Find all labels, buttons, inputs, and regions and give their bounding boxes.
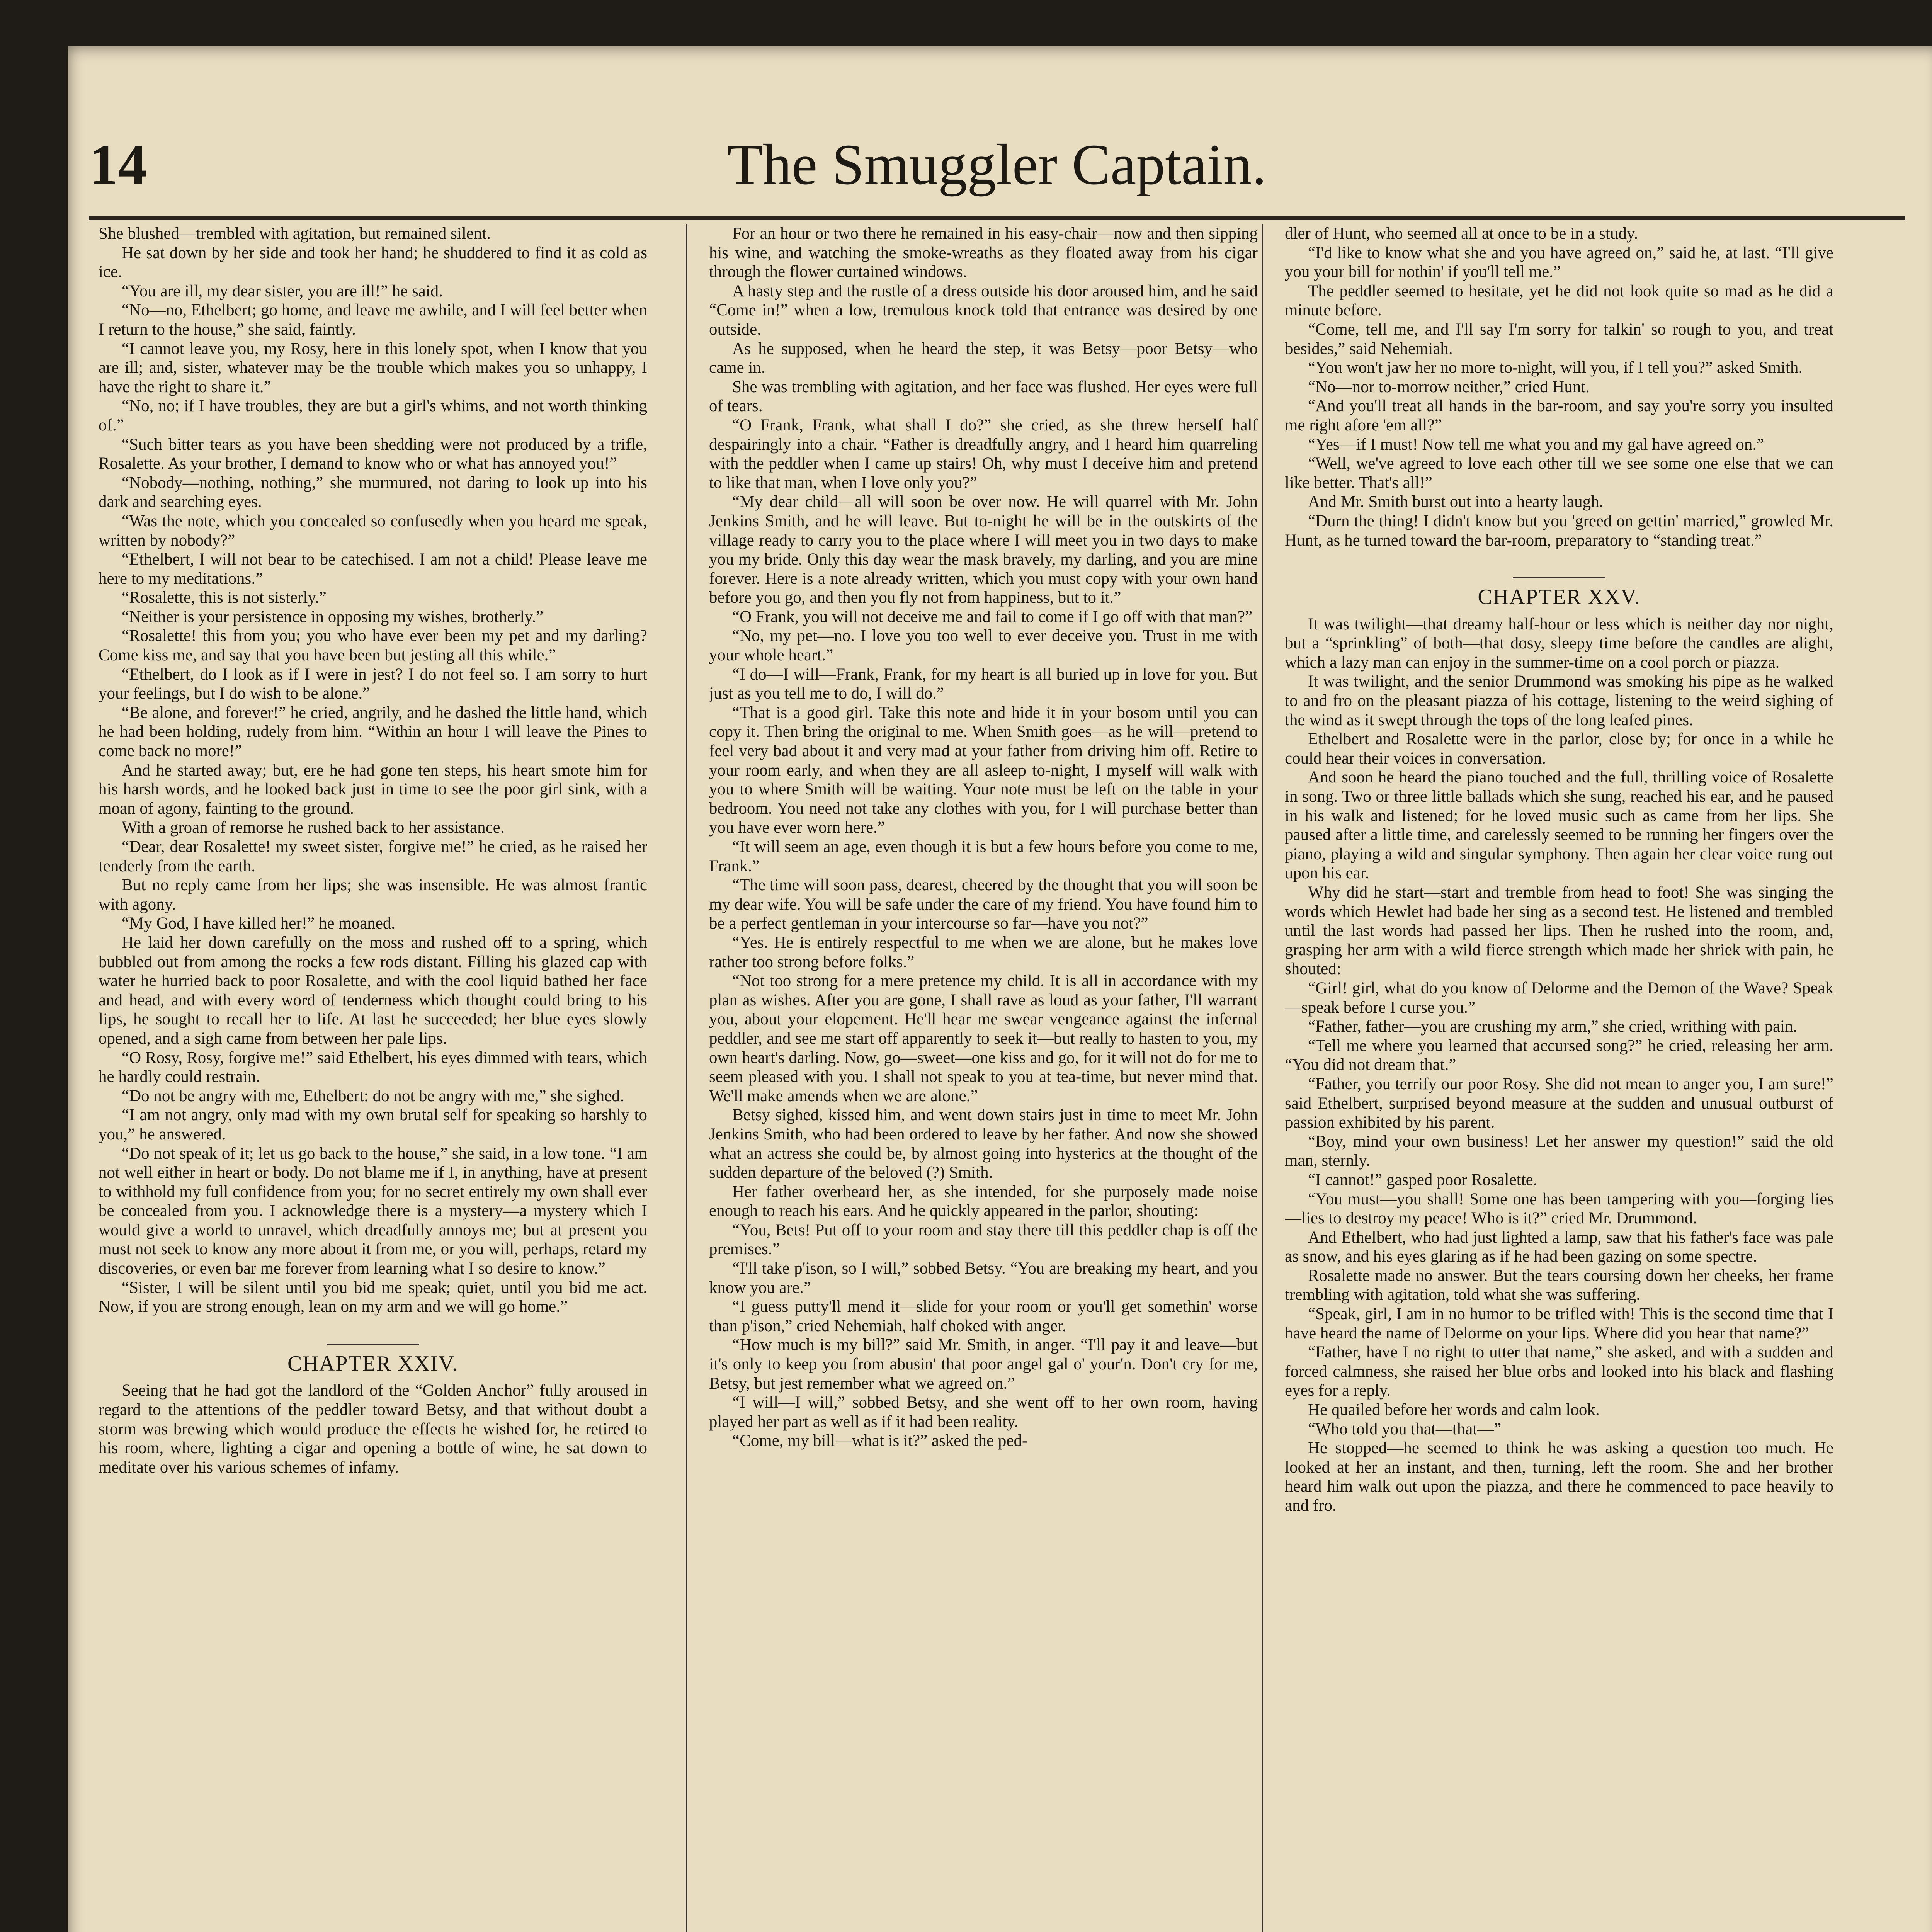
paragraph: “I'll take p'ison, so I will,” sobbed Betsy. “You are breaking my heart, and you know you are.” bbox=[709, 1259, 1258, 1297]
paragraph: “Ethelbert, I will not bear to be catechised. I am not a child! Please leave me here to my meditations.” bbox=[99, 550, 647, 588]
paragraph: “Father, you terrify our poor Rosy. She did not mean to anger you, I am sure!” said Ethelbert, surprised beyond measure at the sudden and unusual outburst of passion exhibited by his parent. bbox=[1285, 1075, 1833, 1132]
paragraph: He laid her down carefully on the moss and rushed off to a spring, which bubbled out from among the rocks a few rods distant. Filling his glazed cap with water he hurried back to poor Rosalette, and with the cool liquid bathed her face and head, and with every word of tenderness which thought could bring to his lips, he sought to recall her to life. At last he succeeded; her blue eyes slowly opened, and a sigh came from between her pale lips. bbox=[99, 933, 647, 1048]
chapter-heading: CHAPTER XXV. bbox=[1285, 577, 1833, 607]
paragraph: Rosalette made no answer. But the tears coursing down her cheeks, her frame trembling with agitation, told what she was suffering. bbox=[1285, 1266, 1833, 1304]
paragraph: dler of Hunt, who seemed all at once to be in a study. bbox=[1285, 224, 1638, 243]
paragraph: “No—no, Ethelbert; go home, and leave me awhile, and I will feel better when I return to the house,” she said, faintly. bbox=[99, 301, 647, 338]
paragraph: And Ethelbert, who had just lighted a lamp, saw that his father's face was pale as snow, and his eyes glaring as if he had been gazing on some spectre. bbox=[1285, 1228, 1833, 1266]
paragraph: “No—nor to-morrow neither,” cried Hunt. bbox=[1308, 378, 1590, 396]
paragraph: He stopped—he seemed to think he was asking a question too much. He looked at her an instant, and then, turning, left the room. She and her brother heard him walk out upon the piazza, and there he commenced to pace heavily to and fro. bbox=[1285, 1439, 1833, 1515]
paragraph: “Durn the thing! I didn't know but you 'greed on gettin' married,” growled Mr. Hunt, as he turned toward the bar-room, preparatory to “standing treat.” bbox=[1285, 512, 1833, 549]
paragraph: “Yes. He is entirely respectful to me when we are alone, but he makes love rather too strong before folks.” bbox=[709, 933, 1258, 971]
paragraph: He quailed before her words and calm look. bbox=[1308, 1401, 1600, 1419]
paragraph: With a groan of remorse he rushed back to her assistance. bbox=[122, 818, 505, 837]
paragraph: “Such bitter tears as you have been shedding were not produced by a trifle, Rosalette. As your brother, I demand to know who or what has annoyed you!” bbox=[99, 435, 647, 473]
paragraph: “How much is my bill?” said Mr. Smith, in anger. “I'll pay it and leave—but it's only to keep you from abusin' that poor angel gal o' your'n. Don't cry for me, Betsy, but jest remember what we agreed on.” bbox=[709, 1336, 1258, 1393]
paragraph: “Speak, girl, I am in no humor to be trifled with! This is the second time that I have heard the name of Delorme on your lips. Where did you hear that name?” bbox=[1285, 1305, 1833, 1342]
paragraph: “No, my pet—no. I love you too well to ever deceive you. Trust in me with your whole heart.” bbox=[709, 627, 1258, 665]
paragraph: “Rosalette! this from you; you who have ever been my pet and my darling? Come kiss me, and say that you have been but jesting all this while.” bbox=[99, 627, 647, 665]
paragraph: And he started away; but, ere he had gone ten steps, his heart smote him for his harsh words, and he looked back just in time to see the poor girl sink, with a moan of agony, fainting to the ground. bbox=[99, 761, 647, 818]
paragraph: “O Frank, you will not deceive me and fail to come if I go off with that man?” bbox=[732, 607, 1253, 626]
paragraph: A hasty step and the rustle of a dress outside his door aroused him, and he said “Come in!” when a low, tremulous knock told that entrance was desired by one outside. bbox=[709, 282, 1258, 338]
paragraph: “Father, have I no right to utter that name,” she asked, and with a sudden and forced calmness, she raised her blue orbs and looked into his black and flashing eyes for a reply. bbox=[1285, 1343, 1833, 1400]
paragraph: “And you'll treat all hands in the bar-room, and say you're sorry you insulted me right afore 'em all?” bbox=[1285, 397, 1833, 434]
paragraph: Her father overheard her, as she intended, for she purposely made noise enough to reach his ears. And he quickly appeared in the parlor, shouting: bbox=[709, 1182, 1258, 1220]
paragraph: “Neither is your persistence in opposing my wishes, brotherly.” bbox=[122, 607, 544, 626]
paragraph: And Mr. Smith burst out into a hearty laugh. bbox=[1308, 493, 1604, 511]
paragraph: “Sister, I will be silent until you bid me speak; quiet, until you bid me act. Now, if you are strong enough, lean on my arm and we will go home.” bbox=[99, 1278, 647, 1316]
page-number: 14 bbox=[89, 133, 147, 197]
paragraph: “Do not be angry with me, Ethelbert: do not be angry with me,” she sighed. bbox=[122, 1087, 624, 1105]
paragraph: “It will seem an age, even though it is but a few hours before you come to me, Frank.” bbox=[709, 838, 1258, 875]
paragraph: “You, Bets! Put off to your room and stay there till this peddler chap is off the premises.” bbox=[709, 1221, 1258, 1259]
paragraph: She blushed—trembled with agitation, but remained silent. bbox=[99, 224, 491, 243]
paragraph: “Come, my bill—what is it?” asked the ped- bbox=[732, 1432, 1028, 1450]
paragraph: For an hour or two there he remained in his easy-chair—now and then sipping his wine, and watching the smoke-wreaths as they floated away from his cigar through the flower curtained windows. bbox=[709, 224, 1258, 281]
paragraph: “The time will soon pass, dearest, cheered by the thought that you will soon be my dear wife. You will be safe under the care of my friend. You have found him to be a perfect gentleman in your intercourse so far—have you not?” bbox=[709, 876, 1258, 933]
chapter-heading: CHAPTER XXIV. bbox=[99, 1344, 647, 1374]
paragraph: “Father, father—you are crushing my arm,” she cried, writhing with pain. bbox=[1308, 1017, 1798, 1036]
text-column-2 bbox=[709, 224, 1258, 1932]
paragraph: “Well, we've agreed to love each other till we see some one else that we can like better. That's all!” bbox=[1285, 454, 1833, 492]
paragraph: “You won't jaw her no more to-night, will you, if I tell you?” asked Smith. bbox=[1308, 359, 1803, 377]
paragraph: “My dear child—all will soon be over now. He will quarrel with Mr. John Jenkins Smith, and he will leave. But to-night he will be in the outskirts of the village ready to carry you to the place where I will meet you in two days to make you my bride. Only this day wear the mask bravely, my darling, and you are mine forever. Here is a note already written, which you must copy with your own hand before you go, and then you fly not from happiness, but to it.” bbox=[709, 493, 1258, 607]
paragraph: “My God, I have killed her!” he moaned. bbox=[122, 914, 396, 933]
paragraph: “O Rosy, Rosy, forgive me!” said Ethelbert, his eyes dimmed with tears, which he hardly could restrain. bbox=[99, 1048, 647, 1086]
paragraph: “Tell me where you learned that accursed song?” he cried, releasing her arm. “You did not dream that.” bbox=[1285, 1036, 1833, 1074]
paragraph: As he supposed, when he heard the step, it was Betsy—poor Betsy—who came in. bbox=[709, 339, 1258, 377]
paragraph: “Rosalette, this is not sisterly.” bbox=[122, 588, 327, 607]
paragraph: Seeing that he had got the landlord of the “Golden Anchor” fully aroused in regard to the attentions of the peddler toward Betsy, and that without doubt a storm was brewing which would produce the effects he wished for, he retired to his room, where, lighting a cigar and opening a bottle of wine, he sat down to meditate over his various schemes of infamy. bbox=[99, 1381, 647, 1476]
paragraph: “Dear, dear Rosalette! my sweet sister, forgive me!” he cried, as he raised her tenderly from the earth. bbox=[99, 838, 647, 875]
page-title: The Smuggler Captain. bbox=[727, 133, 1267, 197]
paragraph: “You must—you shall! Some one has been tampering with you—forging lies—lies to destroy my peace! Who is it?” cried Mr. Drummond. bbox=[1285, 1190, 1833, 1228]
paragraph: “I cannot leave you, my Rosy, here in this lonely spot, when I know that you are ill; and, sister, whatever may be the trouble which makes you so unhappy, I have the right to share it.” bbox=[99, 339, 647, 396]
paragraph: “I guess putty'll mend it—slide for your room or you'll get somethin' worse than p'ison,” cried Nehemiah, half choked with anger. bbox=[709, 1298, 1258, 1335]
text-column-3 bbox=[1285, 224, 1833, 1932]
paragraph: She was trembling with agitation, and her face was flushed. Her eyes were full of tears. bbox=[709, 378, 1258, 415]
paragraph: It was twilight—that dreamy half-hour or less which is neither day nor night, but a “sprinkling” of both—that dosy, sleepy time before the candles are alight, which a lazy man can enjoy in the summer-time on a cool porch or piazza. bbox=[1285, 615, 1833, 672]
paragraph: “Nobody—nothing, nothing,” she murmured, not daring to look up into his dark and searching eyes. bbox=[99, 473, 647, 511]
paragraph: “I will—I will,” sobbed Betsy, and she went off to her own room, having played her part as well as if it had been reality. bbox=[709, 1393, 1258, 1431]
paragraph: “I cannot!” gasped poor Rosalette. bbox=[1308, 1170, 1537, 1189]
paragraph: “I'd like to know what she and you have agreed on,” said he, at last. “I'll give you your bill for nothin' if you'll tell me.” bbox=[1285, 243, 1833, 281]
page-header bbox=[89, 116, 1905, 220]
paragraph: “You are ill, my dear sister, you are ill!” he said. bbox=[122, 282, 443, 300]
paragraph: “I do—I will—Frank, Frank, for my heart is all buried up in love for you. But just as you tell me to do, I will do.” bbox=[709, 665, 1258, 703]
paragraph: He sat down by her side and took her hand; he shuddered to find it as cold as ice. bbox=[99, 243, 647, 281]
paragraph: “Do not speak of it; let us go back to the house,” she said, in a low tone. “I am not well either in heart or body. Do not blame me if I, in anything, have at present to withhold my full confidence from you; for no secret entirely my own shall ever be concealed from you. I acknowledge there is a mystery—a mystery which I would give a world to unravel, which dreadfully annoys me; but at present you must not seek to know any more about it from me, or you will, perhaps, retard my discoveries, or even bar me forever from learning what I so desire to know.” bbox=[99, 1144, 647, 1278]
paragraph: “Be alone, and forever!” he cried, angrily, and he dashed the little hand, which he had been holding, rudely from him. “Within an hour I will leave the Pines to come back no more!” bbox=[99, 703, 647, 760]
paragraph: “Boy, mind your own business! Let her answer my question!” said the old man, sternly. bbox=[1285, 1132, 1833, 1170]
column-rule bbox=[686, 224, 687, 1932]
paragraph: “I am not angry, only mad with my own brutal self for speaking so harshly to you,” he answered. bbox=[99, 1106, 647, 1143]
paragraph: Betsy sighed, kissed him, and went down stairs just in time to meet Mr. John Jenkins Smith, who had been ordered to leave by her father. And now she showed what an actress she could be, by almost going into hysterics at the thought of the sudden departure of the beloved (?) Smith. bbox=[709, 1106, 1258, 1182]
paragraph: “Was the note, which you concealed so confusedly when you heard me speak, written by nobody?” bbox=[99, 512, 647, 549]
paragraph: “That is a good girl. Take this note and hide it in your bosom until you can copy it. Then bring the original to me. When Smith goes—as he will—pretend to feel very bad about it and very mad at your father from driving him off. Retire to your room early, and when they are all asleep to-night, I myself will walk with you to where Smith will be waiting. Your note must be left on the table in your bedroom. You need not take any clothes with you, for I will purchase better than you have ever worn here.” bbox=[709, 703, 1258, 837]
paragraph: But no reply came from her lips; she was insensible. He was almost frantic with agony. bbox=[99, 876, 647, 913]
paragraph: “Not too strong for a mere pretence my child. It is all in accordance with my plan as wishes. After you are gone, I shall rave as loud as your father, I'll warrant you, about your elopement. He'll hear me swear vengeance against the infernal peddler, and see me start off apparently to seek it—but really to hasten to you, my own heart's darling. Now, go—sweet—one kiss and go, for it will not do for me to seem pleased with you. I shall not speak to you at tea-time, but never mind that. We'll make amends when we are alone.” bbox=[709, 972, 1258, 1105]
paragraph: “Come, tell me, and I'll say I'm sorry for talkin' so rough to you, and treat besides,” said Nehemiah. bbox=[1285, 320, 1833, 358]
paragraph: “O Frank, Frank, what shall I do?” she cried, as she threw herself half despairingly into a chair. “Father is dreadfully angry, and I heard him quarreling with the peddler when I came up stairs! Oh, why must I deceive him and pretend to like that man, when I love only you?” bbox=[709, 416, 1258, 492]
paragraph: The peddler seemed to hesitate, yet he did not look quite so mad as he did a minute before. bbox=[1285, 282, 1833, 320]
text-column-1 bbox=[99, 224, 647, 1932]
paragraph: Why did he start—start and tremble from head to foot! She was singing the words which Hewlet had bade her sing as a second test. He listened and trembled until the last words had passed her lips. Then he rushed into the room, and, grasping her arm with a wild fierce strength which made her shriek with pain, he shouted: bbox=[1285, 883, 1833, 978]
paragraph: “Ethelbert, do I look as if I were in jest? I do not feel so. I am sorry to hurt your feelings, but I do wish to be alone.” bbox=[99, 665, 647, 703]
paragraph: And soon he heard the piano touched and the full, thrilling voice of Rosalette in song. Two or three little ballads which she sung, reached his ear, and he paused in his walk and listened; for he loved music such as came from her lips. She paused after a little time, and carelessly seemed to be running her fingers over the piano, playing a wild and singular symphony. Then again her clear voice rung out upon his ear. bbox=[1285, 768, 1833, 883]
paragraph: “Yes—if I must! Now tell me what you and my gal have agreed on.” bbox=[1308, 435, 1764, 454]
paragraph: Ethelbert and Rosalette were in the parlor, close by; for once in a while he could hear their voices in conversation. bbox=[1285, 730, 1833, 767]
paragraph: “Girl! girl, what do you know of Delorme and the Demon of the Wave? Speak—speak before I curse you.” bbox=[1285, 979, 1833, 1017]
column-rule bbox=[1262, 224, 1263, 1932]
paragraph: “No, no; if I have troubles, they are but a girl's whims, and not worth thinking of.” bbox=[99, 397, 647, 434]
paragraph: It was twilight, and the senior Drummond was smoking his pipe as he walked to and fro on the pleasant piazza of his cottage, listening to the weird sighing of the wind as it swept through the tops of the long leafed pines. bbox=[1285, 672, 1833, 729]
paragraph: “Who told you that—that—” bbox=[1308, 1420, 1502, 1438]
